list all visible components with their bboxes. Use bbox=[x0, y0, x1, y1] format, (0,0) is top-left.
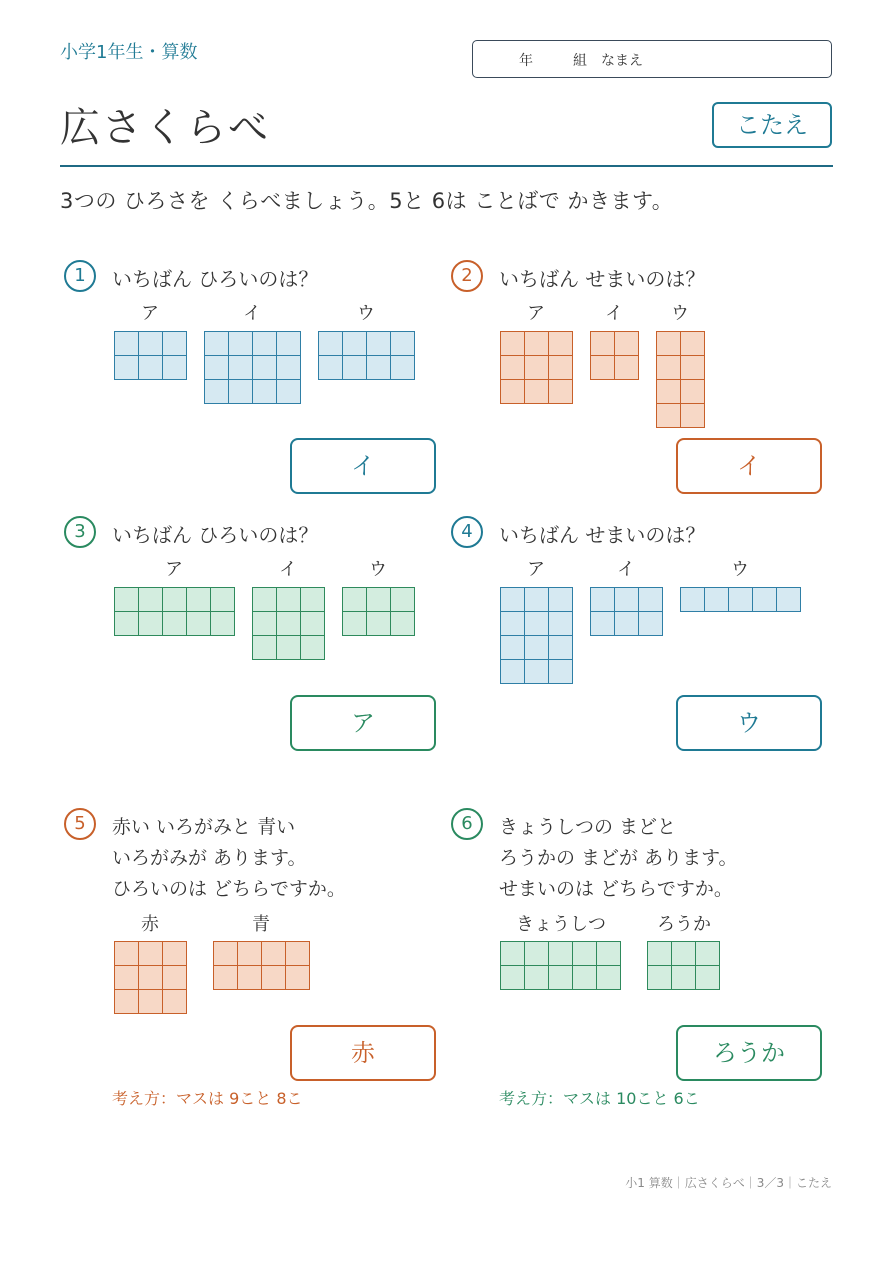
q2-grid-i bbox=[590, 331, 639, 380]
q4-label-a: ア bbox=[527, 559, 545, 580]
grid-cell bbox=[390, 587, 415, 612]
q5-grid-red bbox=[114, 941, 187, 1014]
grid-cell bbox=[647, 965, 672, 990]
grid-cell bbox=[656, 355, 681, 380]
question-6-number: 6 bbox=[451, 808, 483, 840]
grid-cell bbox=[614, 331, 639, 356]
q6-answer-box[interactable]: ろうか bbox=[676, 1025, 822, 1081]
q3-label-u: ウ bbox=[369, 559, 387, 580]
grid-cell bbox=[186, 587, 211, 612]
grid-cell bbox=[204, 331, 229, 356]
q3-grid-a bbox=[114, 587, 235, 636]
question-6-line-3: せまいのは どちらですか。 bbox=[499, 878, 733, 900]
q2-label-a: ア bbox=[527, 303, 545, 324]
grid-cell bbox=[366, 355, 391, 380]
q1-answer-box[interactable]: イ bbox=[290, 438, 436, 494]
question-6-line-2: ろうかの まどが あります。 bbox=[499, 847, 738, 869]
grid-cell bbox=[114, 989, 139, 1014]
grid-cell bbox=[548, 965, 573, 990]
page-footer: 小1 算数｜広さくらべ｜3／3｜こたえ bbox=[625, 1176, 832, 1190]
grid-cell bbox=[114, 331, 139, 356]
grid-cell bbox=[114, 965, 139, 990]
grid-cell bbox=[213, 941, 238, 966]
grid-cell bbox=[590, 611, 615, 636]
grid-cell bbox=[342, 587, 367, 612]
grid-cell bbox=[596, 965, 621, 990]
q5-grid-blue bbox=[213, 941, 310, 990]
grid-cell bbox=[572, 965, 597, 990]
grid-cell bbox=[318, 331, 343, 356]
grid-cell bbox=[656, 379, 681, 404]
grid-cell bbox=[638, 611, 663, 636]
grid-cell bbox=[390, 355, 415, 380]
grid-cell bbox=[162, 355, 187, 380]
grid-cell bbox=[500, 587, 525, 612]
q1-label-u: ウ bbox=[357, 303, 375, 324]
q1-grid-u bbox=[318, 331, 415, 380]
grid-cell bbox=[614, 587, 639, 612]
grid-cell bbox=[704, 587, 729, 612]
grid-cell bbox=[237, 965, 262, 990]
grid-cell bbox=[261, 965, 286, 990]
grid-cell bbox=[638, 587, 663, 612]
grid-cell bbox=[114, 941, 139, 966]
grid-cell bbox=[548, 659, 573, 684]
grid-cell bbox=[276, 379, 301, 404]
grid-cell bbox=[342, 355, 367, 380]
grid-cell bbox=[276, 355, 301, 380]
grid-cell bbox=[276, 611, 301, 636]
q2-label-u: ウ bbox=[671, 303, 689, 324]
grid-cell bbox=[186, 611, 211, 636]
grid-cell bbox=[671, 965, 696, 990]
grid-cell bbox=[524, 587, 549, 612]
grid-cell bbox=[590, 331, 615, 356]
grid-cell bbox=[647, 941, 672, 966]
q2-answer-box[interactable]: イ bbox=[676, 438, 822, 494]
grid-cell bbox=[680, 379, 705, 404]
q1-grid-i bbox=[204, 331, 301, 404]
grid-cell bbox=[162, 587, 187, 612]
grid-cell bbox=[500, 331, 525, 356]
question-3-text: いちばん ひろいのは？ bbox=[112, 523, 319, 547]
grid-cell bbox=[548, 941, 573, 966]
grid-cell bbox=[695, 941, 720, 966]
grid-cell bbox=[210, 611, 235, 636]
grid-cell bbox=[752, 587, 777, 612]
q2-grid-u bbox=[656, 331, 705, 428]
q3-label-a: ア bbox=[165, 559, 183, 580]
grid-cell bbox=[300, 635, 325, 660]
grid-cell bbox=[548, 355, 573, 380]
grid-cell bbox=[776, 587, 801, 612]
q5-label-red: 赤 bbox=[141, 914, 159, 935]
grid-cell bbox=[285, 965, 310, 990]
grid-cell bbox=[728, 587, 753, 612]
q6-hint: 考え方：マスは 10こと 6こ bbox=[499, 1089, 700, 1108]
grid-cell bbox=[500, 635, 525, 660]
grid-cell bbox=[318, 355, 343, 380]
grid-cell bbox=[524, 379, 549, 404]
q1-label-a: ア bbox=[141, 303, 159, 324]
grid-cell bbox=[342, 611, 367, 636]
grid-cell bbox=[680, 587, 705, 612]
answer-badge: こたえ bbox=[712, 102, 832, 148]
grid-cell bbox=[138, 989, 163, 1014]
q4-grid-u bbox=[680, 587, 801, 612]
q2-label-i: イ bbox=[605, 303, 623, 324]
grid-cell bbox=[138, 587, 163, 612]
grid-cell bbox=[300, 587, 325, 612]
grid-cell bbox=[162, 331, 187, 356]
grid-cell bbox=[524, 659, 549, 684]
q6-label-hallway: ろうか bbox=[657, 914, 711, 935]
grid-cell bbox=[366, 611, 391, 636]
grid-cell bbox=[572, 941, 597, 966]
grid-cell bbox=[228, 355, 253, 380]
grid-cell bbox=[204, 379, 229, 404]
grid-cell bbox=[162, 611, 187, 636]
grid-cell bbox=[500, 659, 525, 684]
grid-cell bbox=[656, 403, 681, 428]
question-5-line-3: ひろいのは どちらですか。 bbox=[112, 878, 346, 900]
q6-grid-hallway bbox=[647, 941, 720, 990]
q2-grid-a bbox=[500, 331, 573, 404]
question-1-number: 1 bbox=[64, 260, 96, 292]
q4-answer-box[interactable]: ウ bbox=[676, 695, 822, 751]
grid-cell bbox=[162, 941, 187, 966]
question-4-text: いちばん せまいのは？ bbox=[499, 523, 706, 547]
question-2-text: いちばん せまいのは？ bbox=[499, 267, 706, 291]
grid-cell bbox=[252, 379, 277, 404]
grid-cell bbox=[548, 587, 573, 612]
grid-cell bbox=[252, 611, 277, 636]
q4-grid-a bbox=[500, 587, 573, 684]
grid-cell bbox=[500, 379, 525, 404]
name-year-label: 年 bbox=[519, 53, 533, 69]
grid-cell bbox=[524, 635, 549, 660]
grid-cell bbox=[162, 965, 187, 990]
q5-label-blue: 青 bbox=[252, 914, 270, 935]
grid-cell bbox=[138, 941, 163, 966]
name-class-label: 組 bbox=[573, 53, 587, 69]
grid-cell bbox=[114, 587, 139, 612]
grid-cell bbox=[500, 611, 525, 636]
q6-label-classroom: きょうしつ bbox=[516, 914, 606, 935]
grid-cell bbox=[656, 331, 681, 356]
grid-cell bbox=[500, 355, 525, 380]
q6-grid-classroom bbox=[500, 941, 621, 990]
grid-cell bbox=[261, 941, 286, 966]
grid-cell bbox=[680, 331, 705, 356]
question-3-number: 3 bbox=[64, 516, 96, 548]
grid-cell bbox=[213, 965, 238, 990]
grid-cell bbox=[548, 379, 573, 404]
grid-cell bbox=[114, 611, 139, 636]
grid-cell bbox=[204, 355, 229, 380]
q3-answer-box[interactable]: ア bbox=[290, 695, 436, 751]
grid-cell bbox=[614, 355, 639, 380]
q4-grid-i bbox=[590, 587, 663, 636]
q3-grid-u bbox=[342, 587, 415, 636]
grid-cell bbox=[680, 403, 705, 428]
grid-cell bbox=[114, 355, 139, 380]
grid-cell bbox=[366, 331, 391, 356]
grid-cell bbox=[548, 611, 573, 636]
q5-answer-box[interactable]: 赤 bbox=[290, 1025, 436, 1081]
grid-cell bbox=[524, 965, 549, 990]
grid-cell bbox=[276, 635, 301, 660]
grid-cell bbox=[366, 587, 391, 612]
q4-label-i: イ bbox=[617, 559, 635, 580]
grid-cell bbox=[390, 331, 415, 356]
grid-cell bbox=[390, 611, 415, 636]
grid-cell bbox=[228, 379, 253, 404]
grid-cell bbox=[276, 331, 301, 356]
question-4-number: 4 bbox=[451, 516, 483, 548]
grid-cell bbox=[252, 587, 277, 612]
grid-cell bbox=[614, 611, 639, 636]
grid-cell bbox=[210, 587, 235, 612]
grid-cell bbox=[524, 611, 549, 636]
q4-label-u: ウ bbox=[731, 559, 749, 580]
grid-cell bbox=[237, 941, 262, 966]
grid-cell bbox=[548, 331, 573, 356]
grid-cell bbox=[524, 941, 549, 966]
grid-cell bbox=[548, 635, 573, 660]
grid-cell bbox=[680, 355, 705, 380]
grid-cell bbox=[695, 965, 720, 990]
question-1-text: いちばん ひろいのは？ bbox=[112, 267, 319, 291]
grid-cell bbox=[671, 941, 696, 966]
grid-cell bbox=[138, 611, 163, 636]
q3-label-i: イ bbox=[279, 559, 297, 580]
grid-cell bbox=[285, 941, 310, 966]
grid-cell bbox=[524, 355, 549, 380]
question-5-number: 5 bbox=[64, 808, 96, 840]
title-divider bbox=[60, 165, 833, 167]
grid-cell bbox=[342, 331, 367, 356]
grid-cell bbox=[524, 331, 549, 356]
question-5-line-1: 赤い いろがみと 青い bbox=[112, 816, 296, 838]
name-label: なまえ bbox=[601, 53, 643, 69]
q1-label-i: イ bbox=[243, 303, 261, 324]
question-6-line-1: きょうしつの まどと bbox=[499, 816, 677, 838]
grid-cell bbox=[252, 355, 277, 380]
grid-cell bbox=[500, 941, 525, 966]
grid-cell bbox=[138, 331, 163, 356]
q3-grid-i bbox=[252, 587, 325, 660]
grid-cell bbox=[300, 611, 325, 636]
grid-cell bbox=[162, 989, 187, 1014]
q5-hint: 考え方：マスは 9こと 8こ bbox=[112, 1089, 303, 1108]
grid-cell bbox=[138, 355, 163, 380]
grid-cell bbox=[596, 941, 621, 966]
grid-cell bbox=[138, 965, 163, 990]
instruction-text: 3つの ひろさを くらべましょう。5と 6は ことばで かきます。 bbox=[60, 189, 674, 213]
page-title: 広さくらべ bbox=[60, 105, 270, 151]
grid-cell bbox=[590, 587, 615, 612]
grid-cell bbox=[252, 331, 277, 356]
grid-cell bbox=[276, 587, 301, 612]
question-5-line-2: いろがみが あります。 bbox=[112, 847, 307, 869]
grid-cell bbox=[500, 965, 525, 990]
grid-cell bbox=[228, 331, 253, 356]
grid-cell bbox=[590, 355, 615, 380]
subject-label: 小学1年生・算数 bbox=[60, 42, 198, 63]
grid-cell bbox=[252, 635, 277, 660]
q1-grid-a bbox=[114, 331, 187, 380]
question-2-number: 2 bbox=[451, 260, 483, 292]
name-field[interactable] bbox=[472, 40, 832, 78]
